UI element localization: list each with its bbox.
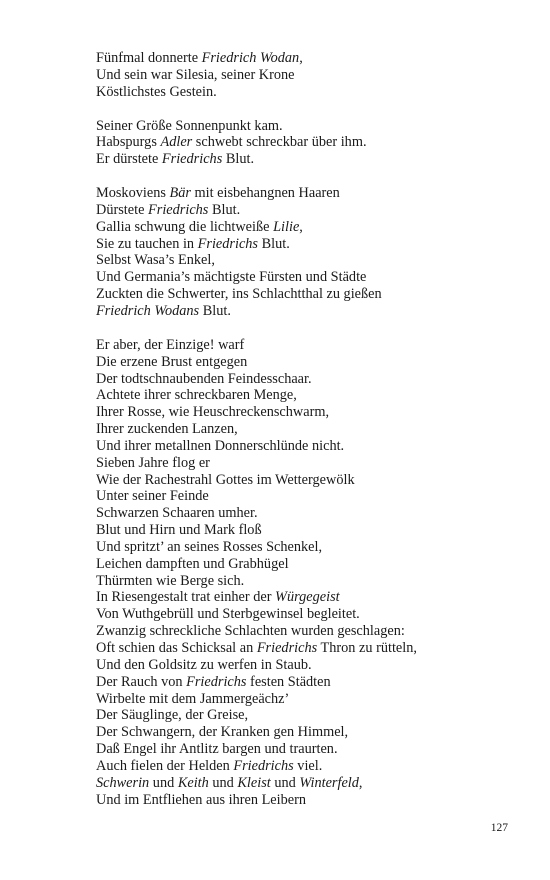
poem-text bbox=[96, 50, 536, 825]
poem-line bbox=[96, 134, 536, 151]
text-segment: Schwarzen Schaaren umher. bbox=[96, 505, 258, 522]
italic-text: Friedrich Wodans bbox=[96, 302, 200, 319]
poem-line bbox=[96, 573, 536, 590]
text-segment: Gallia schwung die lichtweiße bbox=[96, 218, 274, 235]
text-segment: Thürmten wie Berge sich. bbox=[96, 572, 245, 589]
text-segment: Wirbelte mit dem Jammergeächz’ bbox=[96, 690, 290, 707]
text-segment: Von Wuthgebrüll und Sterbgewinsel begleitet. bbox=[96, 606, 360, 623]
poem-line bbox=[96, 691, 536, 708]
poem-line bbox=[96, 269, 536, 286]
text-segment: Der Rauch von bbox=[96, 673, 187, 690]
poem-line bbox=[96, 236, 536, 253]
text-segment: Blut. bbox=[258, 235, 290, 252]
poem-line bbox=[96, 707, 536, 724]
text-segment: Daß Engel ihr Antlitz bargen und traurten. bbox=[96, 741, 338, 758]
poem-line bbox=[96, 371, 536, 388]
text-segment: Er aber, der Einzige! warf bbox=[96, 336, 245, 353]
text-segment: Selbst Wasa’s Enkel, bbox=[96, 252, 215, 269]
stanza bbox=[96, 337, 536, 809]
stanza bbox=[96, 185, 536, 320]
text-segment: Und spritzt’ an seines Rosses Schenkel, bbox=[96, 538, 323, 555]
text-segment: schwebt schreckbar über ihm. bbox=[192, 134, 367, 151]
text-segment: Thron zu rütteln, bbox=[317, 640, 417, 656]
poem-line bbox=[96, 438, 536, 455]
text-segment: Blut und Hirn und Mark floß bbox=[96, 522, 262, 539]
text-segment: Und Germania’s mächtigste Fürsten und Städte bbox=[96, 269, 367, 286]
poem-line bbox=[96, 724, 536, 741]
poem-line bbox=[96, 67, 536, 84]
italic-text: Adler bbox=[160, 134, 193, 151]
poem-line bbox=[96, 303, 536, 320]
poem-line bbox=[96, 741, 536, 758]
poem-line bbox=[96, 640, 536, 657]
italic-text: Keith bbox=[177, 774, 209, 791]
poem-line bbox=[96, 623, 536, 640]
italic-text: Winterfeld bbox=[299, 774, 359, 791]
poem-line bbox=[96, 505, 536, 522]
page-number: 127 bbox=[490, 822, 508, 834]
text-segment: Auch fielen der Helden bbox=[96, 757, 234, 774]
text-segment: Die erzene Brust entgegen bbox=[96, 353, 248, 370]
poem-line bbox=[96, 118, 536, 135]
poem-line bbox=[96, 151, 536, 168]
text-segment: Blut. bbox=[199, 302, 231, 319]
poem-line bbox=[96, 185, 536, 202]
italic-text: Würgegeist bbox=[275, 589, 340, 606]
poem-line bbox=[96, 202, 536, 219]
text-segment: Oft schien das Schicksal an bbox=[96, 640, 257, 656]
text-segment: Unter seiner Feinde bbox=[96, 488, 209, 505]
text-segment: Und im Entfliehen aus ihren Leibern bbox=[96, 791, 307, 808]
text-segment: Zuckten die Schwerter, ins Schlachtthal zu gießen bbox=[96, 286, 382, 303]
text-segment: Ihrer Rosse, wie Heuschreckenschwarm, bbox=[96, 404, 330, 421]
text-segment: und bbox=[208, 774, 238, 791]
text-segment: Der todtschnaubenden Feindesschaar. bbox=[96, 370, 312, 387]
text-segment: viel. bbox=[293, 757, 323, 774]
poem-line bbox=[96, 775, 536, 792]
text-segment: Habspurgs bbox=[96, 134, 161, 151]
stanza bbox=[96, 50, 536, 101]
poem-line bbox=[96, 404, 536, 421]
italic-text: Friedrichs bbox=[256, 640, 318, 656]
text-segment: festen Städten bbox=[246, 673, 331, 690]
text-segment: Der Schwangern, der Kranken gen Himmel, bbox=[96, 724, 349, 741]
poem-line bbox=[96, 472, 536, 489]
poem-line bbox=[96, 354, 536, 371]
text-segment: Wie der Rachestrahl Gottes im Wettergewölk bbox=[96, 471, 355, 488]
poem-line bbox=[96, 758, 536, 775]
text-segment: mit eisbehangnen Haaren bbox=[190, 185, 340, 202]
italic-text: Lilie bbox=[273, 218, 300, 235]
text-segment: Und den Goldsitz zu werfen in Staub. bbox=[96, 656, 312, 673]
text-segment: Und sein war Silesia, seiner Krone bbox=[96, 66, 295, 83]
poem-line bbox=[96, 522, 536, 539]
poem-line bbox=[96, 219, 536, 236]
italic-text: Friedrichs bbox=[161, 151, 223, 168]
text-segment: Achtete ihrer schreckbaren Menge, bbox=[96, 387, 297, 404]
poem-line bbox=[96, 792, 536, 809]
poem-line bbox=[96, 286, 536, 303]
text-segment: In Riesengestalt trat einher der bbox=[96, 589, 276, 606]
text-segment: Er dürstete bbox=[96, 151, 162, 168]
poem-line bbox=[96, 387, 536, 404]
text-segment: , bbox=[358, 774, 363, 791]
text-segment: , bbox=[299, 50, 303, 66]
poem-line bbox=[96, 556, 536, 573]
italic-text: Friedrichs bbox=[197, 235, 258, 252]
text-segment: Seiner Größe Sonnenpunkt kam. bbox=[96, 117, 283, 134]
poem-line bbox=[96, 657, 536, 674]
stanza bbox=[96, 118, 536, 169]
poem-line bbox=[96, 488, 536, 505]
text-segment: Zwanzig schreckliche Schlachten wurden geschlagen: bbox=[96, 623, 405, 640]
text-segment: und bbox=[149, 774, 178, 791]
text-segment: Blut. bbox=[208, 201, 241, 218]
text-segment: Leichen dampften und Grabhügel bbox=[96, 555, 289, 572]
italic-text: Friedrichs bbox=[233, 757, 294, 774]
text-segment: Dürstete bbox=[96, 201, 149, 218]
poem-line bbox=[96, 84, 536, 101]
text-segment: Köstlichstes Gestein. bbox=[96, 83, 217, 100]
poem-line bbox=[96, 606, 536, 623]
poem-line bbox=[96, 337, 536, 354]
text-segment: Und ihrer metallnen Donnerschlünde nicht. bbox=[96, 437, 345, 454]
text-segment: Moskoviens bbox=[96, 185, 170, 202]
poem-line bbox=[96, 674, 536, 691]
text-segment: Der Säuglinge, der Greise, bbox=[96, 707, 249, 724]
italic-text: Friedrich Wodan bbox=[201, 50, 300, 66]
text-segment: Sieben Jahre flog er bbox=[96, 454, 210, 471]
italic-text: Bär bbox=[169, 185, 191, 202]
text-segment: , bbox=[299, 218, 303, 235]
text-segment: und bbox=[270, 774, 300, 791]
italic-text: Schwerin bbox=[96, 774, 150, 791]
poem-line bbox=[96, 455, 536, 472]
italic-text: Friedrichs bbox=[186, 673, 247, 690]
poem-line bbox=[96, 421, 536, 438]
poem-line bbox=[96, 539, 536, 556]
italic-text: Friedrichs bbox=[148, 201, 209, 218]
poem-line bbox=[96, 50, 536, 67]
poem-line bbox=[96, 589, 536, 606]
italic-text: Kleist bbox=[237, 774, 271, 791]
text-segment: Sie zu tauchen in bbox=[96, 235, 198, 252]
text-segment: Ihrer zuckenden Lanzen, bbox=[96, 421, 238, 438]
text-segment: Blut. bbox=[222, 151, 255, 168]
poem-line bbox=[96, 252, 536, 269]
text-segment: Fünfmal donnerte bbox=[96, 50, 202, 66]
